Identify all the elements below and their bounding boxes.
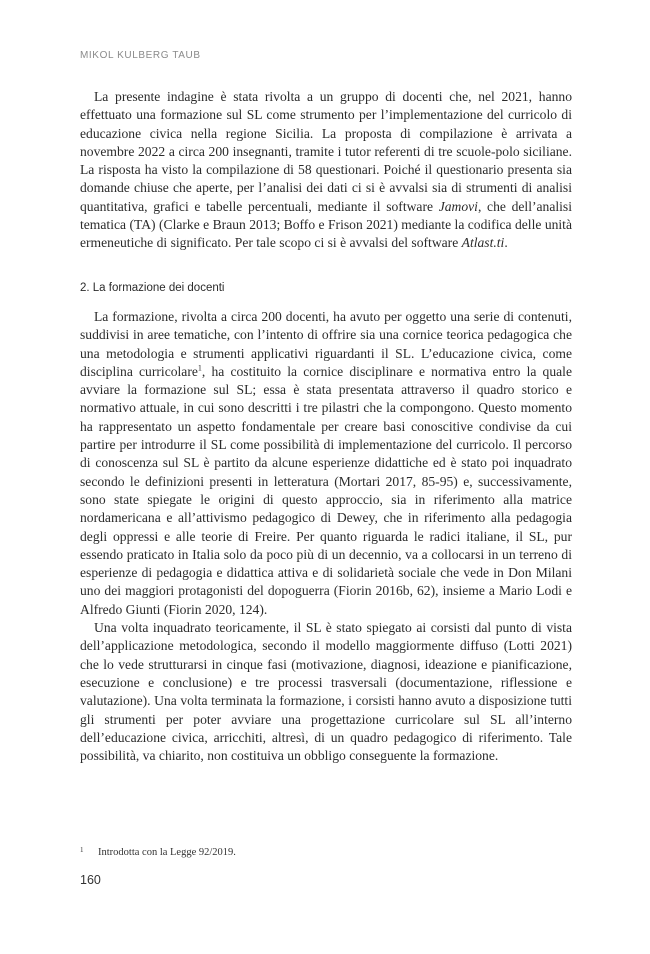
intro-block — [80, 88, 572, 253]
section-heading: 2. La formazione dei docenti — [80, 282, 225, 294]
footnote-ref[interactable]: 1 — [197, 363, 202, 373]
software-name-jamovi: Jamovi — [438, 198, 478, 214]
footnote-mark: 1 — [80, 846, 84, 854]
text-run: La formazione, rivolta a circa 200 docenti, ha avuto per oggetto una serie di contenuti, suddivisi in aree tematiche, con l’intento di offrire sia una cornice teorica pedagogica che una metodologia e strumenti applicativi riguardanti il SL. L’educazione civica, come disciplina curricolare — [80, 309, 572, 379]
page-number: 160 — [80, 873, 101, 887]
footnote — [80, 846, 572, 858]
text-run: . — [504, 235, 508, 251]
section-2-paragraph-1 — [80, 308, 572, 619]
text-run: , che dell’analisi tematica (TA) (Clarke e Braun 2013; Boffo e Frison 2021) mediante la codifica delle unità ermeneutiche di significato. Per tale scopo ci si è avvalsi del software — [80, 198, 572, 251]
intro-paragraph — [80, 88, 572, 253]
running-head: MIKOL KULBERG TAUB — [80, 50, 201, 61]
footnote-text: Introdotta con la Legge 92/2019. — [98, 847, 236, 858]
software-name-atlas: Atlast.ti — [461, 235, 505, 251]
section-2-body — [80, 308, 572, 765]
text-run: La presente indagine è stata rivolta a un gruppo di docenti che, nel 2021, hanno effettuato una formazione sul SL come strumento per l’implementazione del curricolo di educazione civica nella regione Sicilia. La proposta di compilazione è arrivata a novembre 2022 a circa 200 insegnanti, tramite i tutor referenti di tre scuole-polo siciliane. La risposta ha visto la compilazione di 58 questionari. Poiché il questionario presenta sia domande chiuse che aperte, per l’analisi dei dati ci si è avvalsi sia di strumenti di analisi quantitativa, grafici e tabelle percentuali, mediante il software — [80, 89, 572, 214]
text-run: , ha costituito la cornice disciplinare e normativa entro la quale avviare la formazione sul SL; essa è stata presentata attraverso il quadro storico e normativo attuale, in cui sono descritti i tre pilastri che la compongono. Questo momento ha rappresentato un aspetto fondamentale per creare basi conoscitive condivise da cui partire per introdurre il SL come possibilità di implementazione del curricolo. Il percorso di conoscenza sul SL è partito da alcune esperienze didattiche ed è stato poi inquadrato secondo le definizioni presenti in letteratura (Mortari 2017, 85-95) e, successivamente, sono state spiegate le origini di questo approccio, sia in riferimento alla matrice nordamericana e all’attivismo pedagogico di Dewey, che in riferimento alla pedagogia degli oppressi e alle teorie di Freire. Per quanto riguarda le radici italiane, il SL, pur essendo praticato in Italia solo da poco più di un decennio, va a collocarsi in un terreno di esperienze di pedagogia e didattica attiva e di solidarietà sociale che vede in Don Milani uno dei maggiori protagonisti del dopoguerra (Fiorin 2016b, 62), insieme a Mario Lodi e Alfredo Giunti (Fiorin 2020, 124). — [80, 363, 572, 617]
section-2-paragraph-2: Una volta inquadrato teoricamente, il SL è stato spiegato ai corsisti dal punto di vista dell’applicazione metodologica, secondo il modello maggiormente diffuso (Lotti 2021) che lo vede strutturarsi in cinque fasi (motivazione, diagnosi, ideazione e pianificazione, esecuzione e conclusione) e tre processi trasversali (documentazione, riflessione e valutazione). Una volta terminata la formazione, i corsisti hanno avuto a disposizione tutti gli strumenti per poter avviare una progettazione curricolare sul SL all’interno dell’educazione civica, arricchiti, altresì, di un quadro pedagogico di riferimento. Tale possibilità, va chiarito, non costituiva un obbligo conseguente la formazione. — [80, 620, 572, 764]
